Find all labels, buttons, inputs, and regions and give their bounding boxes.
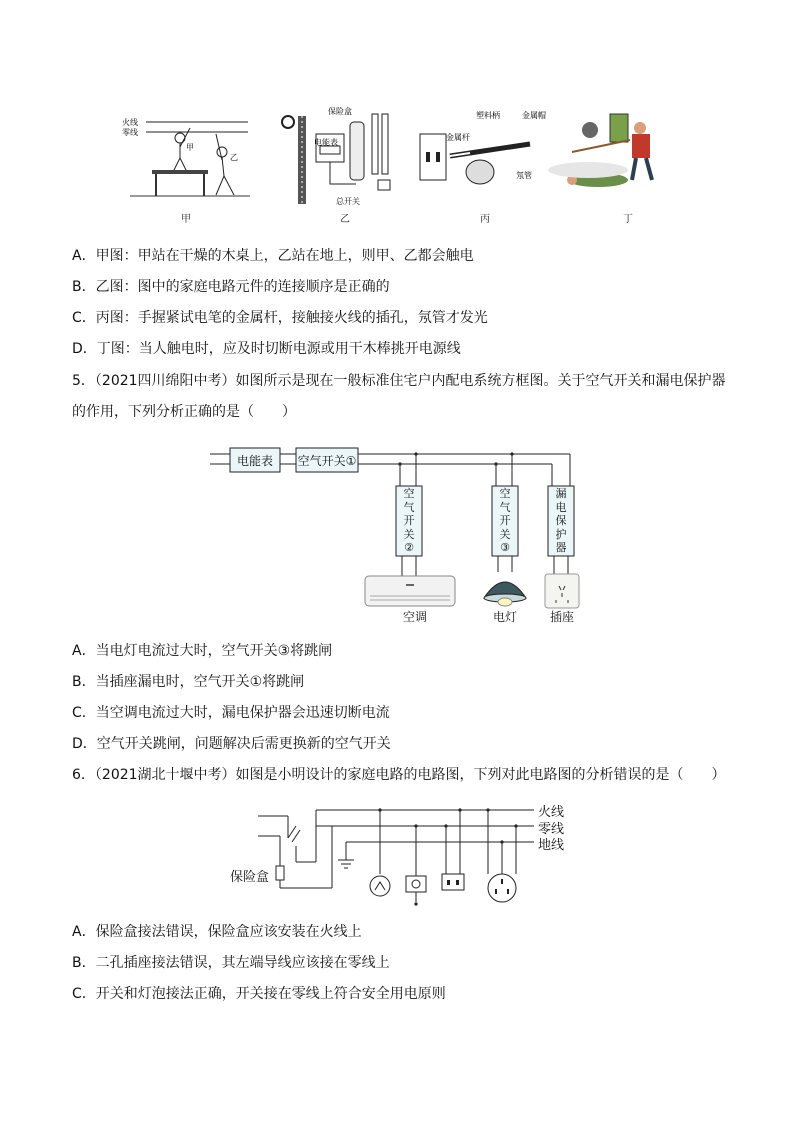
switch2-char: ② (404, 541, 414, 555)
switch3-char: ③ (500, 541, 510, 555)
q4-figure (120, 100, 680, 225)
person-a-label: 甲 (186, 143, 194, 152)
rcd-char: 护 (555, 527, 567, 541)
q4-figure-svg (120, 100, 680, 225)
q5-option-b: B．当插座漏电时，空气开关①将跳闸 (72, 674, 305, 690)
q6-stem: 6．（2021湖北十堰中考）如图是小明设计的家庭电路的电路图，下列对此电路图的分析错误的是（ ） (72, 767, 726, 783)
panel-ding (548, 114, 652, 187)
switch2-char: 关 (403, 527, 415, 541)
rcd-char: 电 (555, 500, 567, 514)
switch2-char: 气 (403, 500, 415, 514)
switch3-char: 气 (499, 500, 511, 514)
q6-figure (226, 798, 576, 910)
q6-option-a: A．保险盒接法错误，保险盒应该安装在火线上 (72, 924, 362, 940)
rcd-char: 保 (555, 514, 567, 528)
q5-stem-line2: 的作用，下列分析正确的是（ ） (72, 404, 296, 420)
bulb-icon (370, 876, 390, 896)
socket-icon (545, 574, 579, 608)
ground-line-label: 地线 (538, 838, 565, 853)
panel-label-yi: 乙 (340, 214, 350, 225)
air-conditioner-icon (365, 576, 455, 606)
switch3-char: 空 (499, 487, 511, 500)
switch-icon (406, 876, 426, 892)
switch2-box (396, 487, 422, 555)
switch3-char: 开 (499, 514, 511, 528)
q6-option-b: B．二孔插座接法错误，其左端导线应该接在零线上 (72, 955, 390, 971)
panel-bing (420, 110, 546, 184)
q5-option-d: D．空气开关跳闸，问题解决后需更换新的空气开关 (72, 736, 391, 752)
two-hole-socket-icon (442, 874, 464, 890)
panel-label-jia: 甲 (181, 214, 191, 225)
q5-stem-line1: 5．（2021四川绵阳中考）如图所示是现在一般标准住宅户内配电系统方框图。关于空气开关和漏电保护器 (72, 373, 726, 389)
q4-option-b: B．乙图：图中的家庭电路元件的连接顺序是正确的 (72, 279, 390, 295)
main-switch-label: 总开关 (336, 197, 360, 206)
metal-cap-label: 金属帽 (522, 111, 546, 120)
three-hole-socket-icon (488, 874, 516, 902)
person-b-label: 乙 (230, 153, 238, 162)
neutral-wire-label: 零线 (122, 128, 138, 137)
rcd-box (548, 487, 574, 555)
lamp-icon (484, 582, 526, 606)
meter-label: 电能表 (314, 138, 338, 147)
panel-jia (122, 117, 250, 196)
q5-figure (210, 440, 590, 630)
plastic-handle-label: 塑料柄 (476, 111, 500, 120)
meter-box-label: 电能表 (236, 454, 273, 468)
neutral-line-label: 零线 (538, 822, 565, 837)
switch2-char: 开 (403, 514, 415, 528)
panel-label-bing: 丙 (480, 214, 490, 225)
lamp-label: 电灯 (492, 610, 517, 624)
socket-label: 插座 (549, 610, 574, 624)
q4-option-d: D．丁图：当人触电时，应及时切断电源或用干木棒挑开电源线 (72, 341, 461, 357)
neon-tube-label: 氖管 (516, 171, 532, 180)
q4-option-a: A．甲图：甲站在干燥的木桌上，乙站在地上，则甲、乙都会触电 (72, 248, 474, 264)
switch1-box-label: 空气开关① (297, 454, 357, 468)
q6-circuit-svg (226, 798, 576, 910)
q4-option-c: C．丙图：手握紧试电笔的金属杆，接触接火线的插孔，氖管才发光 (72, 310, 488, 326)
rcd-char: 漏 (555, 487, 567, 500)
q5-option-a: A．当电灯电流过大时，空气开关③将跳闸 (72, 643, 333, 659)
fuse-box-label: 保险盒 (328, 107, 352, 116)
switch2-char: 空 (403, 487, 415, 500)
panel-yi (282, 106, 390, 206)
fire-wire-label: 火线 (122, 118, 138, 127)
q5-option-c: C．当空调电流过大时，漏电保护器会迅速切断电流 (72, 705, 390, 721)
fire-line-label: 火线 (538, 805, 565, 820)
fuse-box-label: 保险盒 (230, 870, 270, 885)
switch3-char: 关 (499, 527, 511, 541)
panel-label-ding: 丁 (623, 214, 633, 225)
rcd-char: 器 (555, 541, 567, 555)
q6-option-c: C．开关和灯泡接法正确，开关接在零线上符合安全用电原则 (72, 986, 446, 1002)
ac-label: 空调 (402, 610, 427, 624)
metal-rod-label: 金属杆 (446, 133, 470, 142)
switch3-box (492, 487, 518, 555)
